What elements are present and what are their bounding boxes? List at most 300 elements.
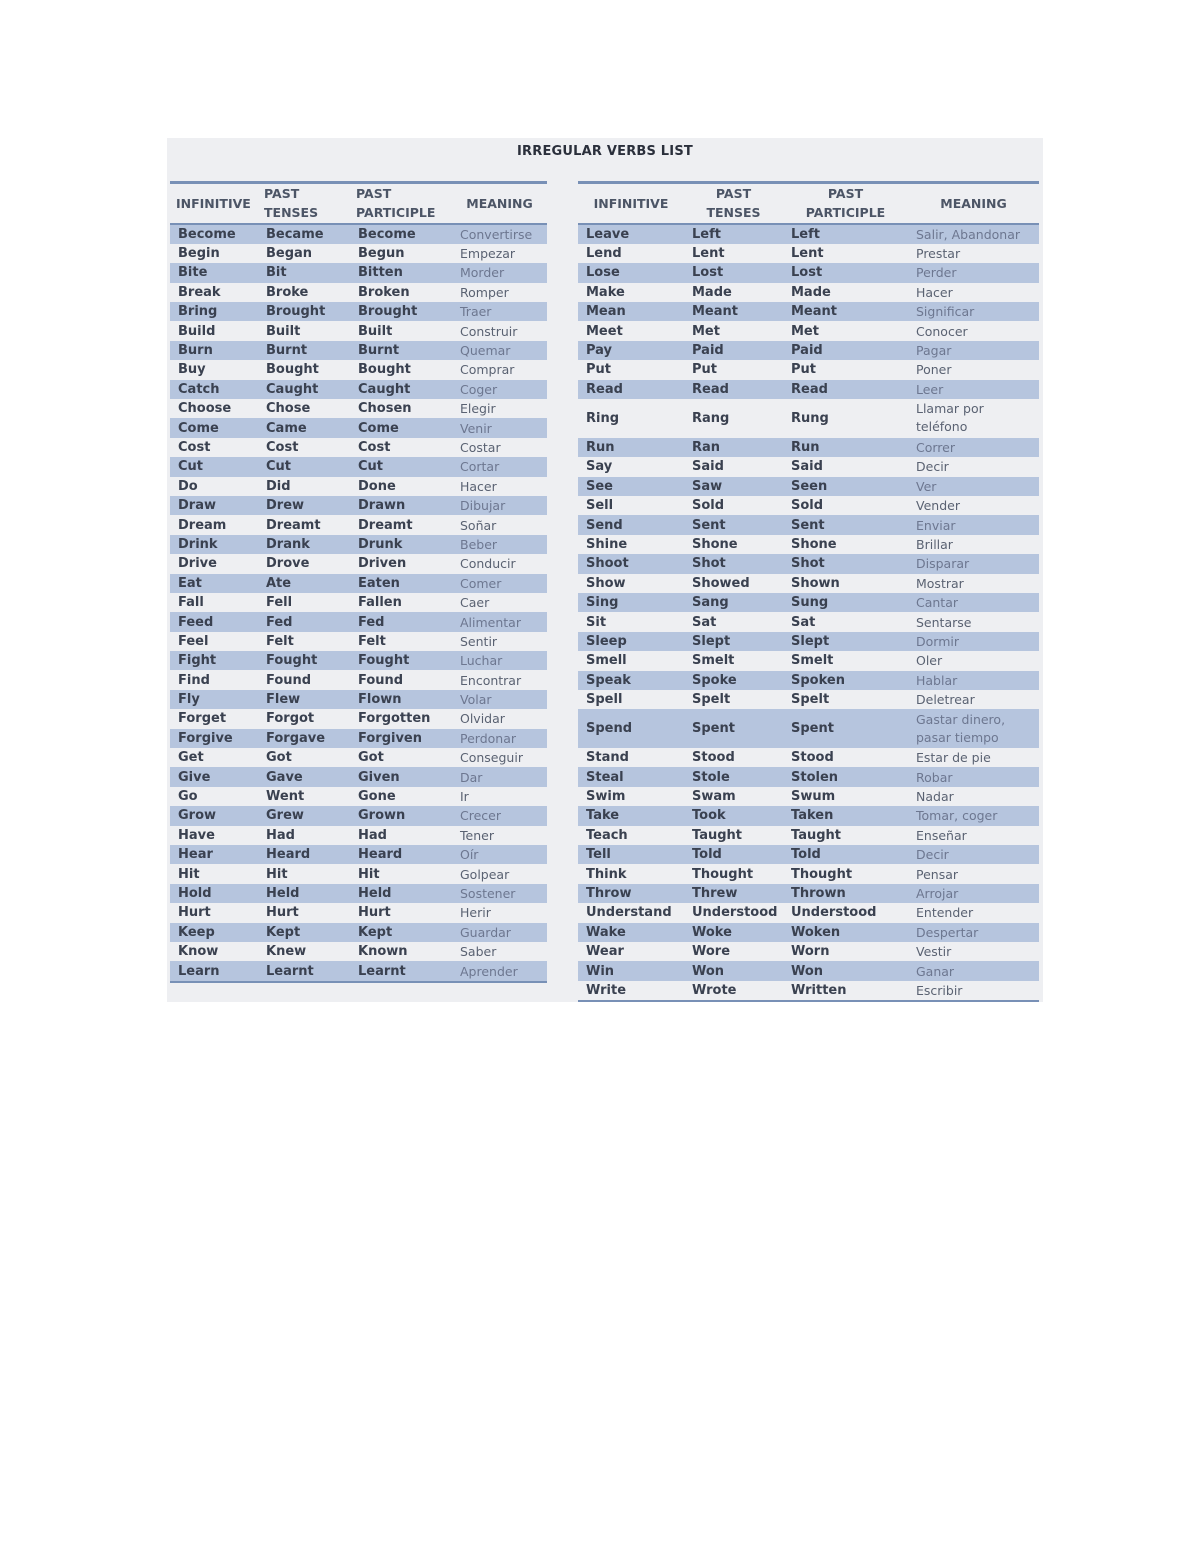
cell-past-participle: Given (350, 767, 452, 786)
header-meaning: MEANING (452, 183, 547, 224)
table-row (578, 477, 1039, 496)
cell-meaning: Empezar (460, 246, 516, 262)
cell-infinitive: Spend (578, 709, 684, 748)
cell-past-tense: Found (266, 672, 312, 688)
cell-meaning: Hacer (916, 284, 953, 300)
cell-past-tense: Shone (692, 536, 738, 552)
cell-meaning: Soñar (460, 517, 497, 533)
table-row (578, 380, 1039, 399)
cell-past-tense: Slept (684, 632, 783, 651)
table-row (578, 496, 1039, 515)
cell-infinitive: Wear (586, 944, 624, 960)
cell-infinitive: Fall (178, 595, 204, 611)
cell-meaning: Disparar (908, 554, 1039, 573)
cell-infinitive: Read (578, 380, 684, 399)
cell-meaning: Dormir (908, 632, 1039, 651)
cell-infinitive: See (578, 477, 684, 496)
cell-past-tense: Rang (692, 410, 730, 426)
cell-infinitive: Learn (170, 961, 258, 981)
cell-past-participle: Fed (350, 612, 452, 631)
cell-infinitive: Hurt (178, 905, 211, 921)
cell-past-participle: Bought (358, 362, 411, 378)
table-row (578, 884, 1039, 903)
cell-meaning: Convertirse (452, 224, 547, 244)
cell-past-tense: Learnt (258, 961, 350, 981)
cell-meaning: Crecer (452, 806, 547, 825)
cell-meaning: Volar (452, 690, 547, 709)
cell-meaning: Venir (452, 418, 547, 437)
cell-infinitive: Pay (578, 341, 684, 360)
cell-past-participle: Spelt (791, 692, 830, 708)
cell-meaning: Caer (460, 595, 490, 611)
cell-past-participle: Got (358, 750, 384, 766)
cell-past-participle: Met (791, 323, 819, 339)
cell-past-participle: Held (350, 884, 452, 903)
cell-past-participle: Spoken (783, 671, 908, 690)
cell-infinitive: Cost (178, 439, 211, 455)
cell-meaning: Beber (452, 535, 547, 554)
cell-meaning: Decir (908, 845, 1039, 864)
cell-past-participle: Done (358, 478, 396, 494)
cell-past-participle: Bitten (350, 263, 452, 282)
cell-meaning: Nadar (916, 789, 954, 805)
cell-infinitive: Put (586, 362, 611, 378)
table-row (578, 632, 1039, 651)
cell-meaning: Oler (916, 653, 943, 669)
cell-past-tense: Drove (266, 556, 310, 572)
cell-infinitive: Meet (586, 323, 623, 339)
cell-infinitive: Teach (586, 827, 628, 843)
cell-past-tense: Fought (258, 651, 350, 670)
table-row (578, 709, 1039, 748)
cell-past-tense: Read (684, 380, 783, 399)
cell-past-participle: Shown (791, 575, 840, 591)
cell-meaning: Construir (460, 323, 518, 339)
table-row (578, 961, 1039, 980)
cell-meaning: Hacer (460, 478, 497, 494)
cell-meaning: Pagar (908, 341, 1039, 360)
cell-meaning: Perdonar (452, 729, 547, 748)
cell-meaning: Cortar (452, 457, 547, 476)
cell-past-tense: Drew (258, 496, 350, 515)
table-row (578, 399, 1039, 438)
cell-past-tense: Sent (684, 515, 783, 534)
cell-meaning: Sentarse (916, 614, 972, 630)
cell-meaning: Enviar (908, 515, 1039, 534)
cell-infinitive: Stand (586, 750, 629, 766)
cell-infinitive: Hit (178, 866, 200, 882)
cell-past-tense: Went (266, 789, 305, 805)
cell-past-tense: Told (684, 845, 783, 864)
cell-past-tense: Held (258, 884, 350, 903)
cell-past-participle: Built (358, 323, 393, 339)
cell-meaning: Costar (460, 439, 501, 455)
cell-meaning: Leer (908, 380, 1039, 399)
cell-infinitive: Run (578, 438, 684, 457)
table-row (578, 826, 1039, 845)
cell-meaning: Encontrar (460, 672, 522, 688)
table-row (170, 612, 547, 631)
cell-infinitive: Understand (586, 905, 672, 921)
cell-past-tense: Spoke (684, 671, 783, 690)
cell-infinitive: Shine (586, 536, 628, 552)
cell-past-participle: Smelt (791, 653, 834, 669)
cell-past-tense: Flew (258, 690, 350, 709)
table-row (578, 554, 1039, 573)
cell-infinitive: Hear (170, 845, 258, 864)
table-row (170, 341, 547, 360)
cell-past-tense: Sang (684, 593, 783, 612)
table-row (578, 438, 1039, 457)
cell-past-participle: Become (350, 224, 452, 244)
cell-past-participle: Put (791, 362, 816, 378)
cell-past-participle: Had (358, 827, 387, 843)
cell-past-participle: Told (783, 845, 908, 864)
cell-past-participle: Cost (358, 439, 391, 455)
cell-infinitive: Dream (178, 517, 227, 533)
table-row (578, 302, 1039, 321)
cell-past-tense: Heard (258, 845, 350, 864)
cell-meaning: Entender (916, 905, 974, 921)
page-title: IRREGULAR VERBS LIST (517, 144, 693, 159)
table-row (578, 593, 1039, 612)
cell-meaning: Correr (908, 438, 1039, 457)
header-past-participle: PAST PARTICIPLE (350, 183, 452, 224)
cell-meaning: Luchar (452, 651, 547, 670)
cell-infinitive: Ring (586, 410, 620, 426)
cell-past-tense: Ran (684, 438, 783, 457)
cell-infinitive: Sit (586, 614, 607, 630)
cell-meaning: Coger (452, 380, 547, 399)
cell-meaning: Ir (460, 789, 469, 805)
cell-meaning: Llamar por teléfono (916, 401, 984, 435)
verbs-table-right (578, 181, 1039, 1002)
cell-past-tense: Spent (684, 709, 783, 748)
cell-past-participle: Spent (783, 709, 908, 748)
cell-infinitive: Give (170, 767, 258, 786)
cell-past-tense: Wore (692, 944, 731, 960)
cell-past-participle: Brought (350, 302, 452, 321)
cell-meaning: Tener (460, 827, 494, 843)
cell-meaning: Traer (452, 302, 547, 321)
table-row (170, 845, 547, 864)
cell-past-tense: Drank (258, 535, 350, 554)
table-row (170, 593, 547, 612)
cell-meaning: Despertar (908, 923, 1039, 942)
cell-infinitive: Smell (586, 653, 627, 669)
cell-past-participle: Drawn (350, 496, 452, 515)
cell-past-participle: Hit (358, 866, 380, 882)
cell-past-tense: Sat (692, 614, 717, 630)
cell-infinitive: Forget (178, 711, 227, 727)
cell-past-participle: Won (783, 961, 908, 980)
cell-past-tense: Took (684, 806, 783, 825)
cell-past-participle: Eaten (350, 574, 452, 593)
cell-meaning: Comprar (460, 362, 515, 378)
table-row (578, 263, 1039, 282)
cell-infinitive: Throw (578, 884, 684, 903)
cell-meaning: Pensar (916, 866, 959, 882)
table-row (170, 554, 547, 573)
cell-infinitive: Burn (170, 341, 258, 360)
cell-past-participle: Swum (791, 789, 836, 805)
table-row (170, 884, 547, 903)
cell-infinitive: Break (178, 284, 221, 300)
cell-past-tense: Began (266, 246, 313, 262)
cell-past-participle: Lost (783, 263, 908, 282)
table-header-row (170, 183, 547, 224)
cell-meaning: Golpear (460, 866, 510, 882)
cell-infinitive: Have (178, 827, 215, 843)
cell-meaning: Deletrear (916, 692, 975, 708)
cell-past-participle: Shone (791, 536, 837, 552)
cell-past-tense: Ate (258, 574, 350, 593)
cell-past-tense: Thought (692, 866, 754, 882)
table-row (170, 748, 547, 767)
cell-past-tense: Won (684, 961, 783, 980)
cell-past-participle: Thrown (783, 884, 908, 903)
cell-past-participle: Seen (783, 477, 908, 496)
table-row (578, 671, 1039, 690)
cell-past-tense: Hit (266, 866, 288, 882)
table-row (578, 845, 1039, 864)
cell-past-tense: Knew (266, 944, 307, 960)
cell-infinitive: Mean (578, 302, 684, 321)
table-row (578, 574, 1039, 593)
cell-infinitive: Leave (578, 224, 684, 244)
cell-past-tense: Stole (684, 767, 783, 786)
cell-past-participle: Found (358, 672, 404, 688)
cell-past-tense: Cut (258, 457, 350, 476)
cell-past-tense: Felt (266, 633, 294, 649)
header-past-tenses: PAST TENSES (258, 183, 350, 224)
cell-meaning: Vestir (916, 944, 952, 960)
table-row (578, 942, 1039, 961)
cell-meaning: Cantar (908, 593, 1039, 612)
cell-past-participle: Gone (358, 789, 396, 805)
table-row (170, 360, 547, 379)
cell-infinitive: Swim (586, 789, 626, 805)
cell-meaning: Conocer (916, 323, 968, 339)
cell-infinitive: Know (178, 944, 219, 960)
table-row (578, 457, 1039, 476)
cell-past-tense: Woke (684, 923, 783, 942)
cell-past-participle: Forgiven (350, 729, 452, 748)
table-row (170, 244, 547, 263)
cell-past-participle: Felt (358, 633, 386, 649)
table-row (170, 942, 547, 961)
cell-infinitive: Win (578, 961, 684, 980)
header-infinitive: INFINITIVE (170, 183, 258, 224)
cell-infinitive: Feel (178, 633, 209, 649)
header-infinitive: INFINITIVE (578, 183, 684, 224)
table-row (170, 787, 547, 806)
cell-infinitive: Become (170, 224, 258, 244)
cell-past-participle: Chosen (358, 401, 412, 417)
cell-infinitive: Bite (170, 263, 258, 282)
table-row (170, 864, 547, 883)
cell-meaning: Perder (908, 263, 1039, 282)
cell-infinitive: Sell (586, 498, 614, 514)
table-row (578, 690, 1039, 709)
cell-infinitive: Catch (170, 380, 258, 399)
table-row (170, 651, 547, 670)
cell-infinitive: Send (578, 515, 684, 534)
cell-past-tense: Shot (684, 554, 783, 573)
cell-infinitive: Show (586, 575, 626, 591)
cell-past-participle: Dreamt (358, 517, 413, 533)
cell-past-tense: Forgave (258, 729, 350, 748)
cell-meaning: Ver (908, 477, 1039, 496)
table-row (578, 923, 1039, 942)
cell-infinitive: Drink (170, 535, 258, 554)
cell-past-tense: Spelt (692, 692, 731, 708)
cell-past-tense: Threw (684, 884, 783, 903)
cell-past-participle: Begun (358, 246, 405, 262)
cell-past-participle: Thought (791, 866, 853, 882)
table-row (170, 670, 547, 689)
cell-meaning: Herir (460, 905, 491, 921)
cell-past-participle: Known (358, 944, 408, 960)
cell-meaning: Prestar (916, 246, 961, 262)
cell-past-participle: Sat (791, 614, 816, 630)
cell-infinitive: Steal (578, 767, 684, 786)
table-row (578, 806, 1039, 825)
cell-meaning: Sostener (452, 884, 547, 903)
cell-past-participle: Said (791, 459, 823, 475)
cell-meaning: Conducir (460, 556, 516, 572)
cell-meaning: Tomar, coger (908, 806, 1039, 825)
cell-meaning: Quemar (452, 341, 547, 360)
cell-past-participle: Heard (350, 845, 452, 864)
cell-meaning: Alimentar (452, 612, 547, 631)
cell-infinitive: Buy (178, 362, 206, 378)
cell-meaning: Olvidar (460, 711, 505, 727)
cell-past-participle: Forgotten (358, 711, 431, 727)
cell-infinitive: Fly (170, 690, 258, 709)
table-row (578, 535, 1039, 554)
cell-infinitive: Build (178, 323, 216, 339)
verbs-table-right-body (578, 224, 1039, 1002)
cell-past-participle: Fought (350, 651, 452, 670)
cell-meaning: Decir (916, 459, 949, 475)
cell-past-tense: Came (258, 418, 350, 437)
cell-past-participle: Caught (350, 380, 452, 399)
cell-past-participle: Worn (791, 944, 830, 960)
cell-infinitive: Lose (578, 263, 684, 282)
cell-past-participle: Made (791, 284, 831, 300)
table-row (170, 632, 547, 651)
table-row (170, 399, 547, 418)
cell-meaning: Ganar (908, 961, 1039, 980)
cell-infinitive: Drive (178, 556, 217, 572)
table-row (578, 767, 1039, 786)
cell-past-tense: Saw (684, 477, 783, 496)
cell-infinitive: Shoot (578, 554, 684, 573)
cell-past-tense: Kept (258, 923, 350, 942)
cell-past-tense: Understood (692, 905, 778, 921)
cell-infinitive: Spell (586, 692, 623, 708)
cell-past-participle: Sung (783, 593, 908, 612)
cell-meaning: Vender (916, 498, 960, 514)
cell-infinitive: Write (578, 981, 684, 1001)
cell-past-participle: Understood (791, 905, 877, 921)
cell-past-participle: Meant (783, 302, 908, 321)
cell-meaning: Saber (460, 944, 497, 960)
cell-past-tense: Built (266, 323, 301, 339)
cell-past-participle: Left (783, 224, 908, 244)
cell-meaning: Hablar (908, 671, 1039, 690)
cell-past-participle: Taught (791, 827, 841, 843)
table-row (578, 244, 1039, 263)
header-past-tenses: PAST TENSES (684, 183, 783, 224)
cell-past-participle: Learnt (350, 961, 452, 981)
cell-meaning: Romper (460, 284, 509, 300)
cell-infinitive: Grow (170, 806, 258, 825)
cell-meaning: Arrojar (908, 884, 1039, 903)
cell-past-participle: Stood (791, 750, 834, 766)
cell-past-tense: Chose (266, 401, 311, 417)
table-row (170, 826, 547, 845)
cell-past-participle: Run (783, 438, 908, 457)
table-row (170, 690, 547, 709)
cell-past-participle: Woken (783, 923, 908, 942)
table-row (578, 515, 1039, 534)
cell-past-tense: Caught (258, 380, 350, 399)
cell-past-tense: Said (692, 459, 724, 475)
cell-infinitive: Think (586, 866, 627, 882)
cell-infinitive: Hold (170, 884, 258, 903)
table-row (578, 612, 1039, 631)
cell-infinitive: Lend (586, 246, 622, 262)
table-row (170, 263, 547, 282)
cell-meaning: Estar de pie (916, 750, 991, 766)
cell-past-tense: Swam (692, 789, 736, 805)
cell-past-tense: Burnt (258, 341, 350, 360)
cell-past-participle: Written (783, 981, 908, 1001)
cell-meaning: Gastar dinero, pasar tiempo (908, 709, 1039, 748)
cell-infinitive: Eat (170, 574, 258, 593)
cell-past-tense: Bit (258, 263, 350, 282)
table-row (170, 515, 547, 534)
table-row (170, 709, 547, 728)
cell-infinitive: Tell (578, 845, 684, 864)
table-row (578, 341, 1039, 360)
table-row (170, 903, 547, 922)
cell-meaning: Comer (452, 574, 547, 593)
cell-past-tense: Lost (684, 263, 783, 282)
table-row (170, 418, 547, 437)
cell-past-tense: Paid (684, 341, 783, 360)
cell-infinitive: Cut (170, 457, 258, 476)
table-row (170, 321, 547, 340)
cell-infinitive: Go (178, 789, 198, 805)
cell-meaning: Dibujar (452, 496, 547, 515)
table-row (170, 806, 547, 825)
verbs-sheet (167, 138, 1043, 1002)
cell-meaning: Sentir (460, 633, 498, 649)
cell-infinitive: Do (178, 478, 198, 494)
cell-past-tense: Brought (258, 302, 350, 321)
cell-past-participle: Broken (358, 284, 410, 300)
cell-infinitive: Begin (178, 246, 220, 262)
cell-past-participle: Fallen (358, 595, 402, 611)
table-row (170, 457, 547, 476)
cell-past-participle: Cut (350, 457, 452, 476)
table-row (578, 321, 1039, 340)
table-row (578, 283, 1039, 302)
cell-past-participle: Sold (791, 498, 824, 514)
